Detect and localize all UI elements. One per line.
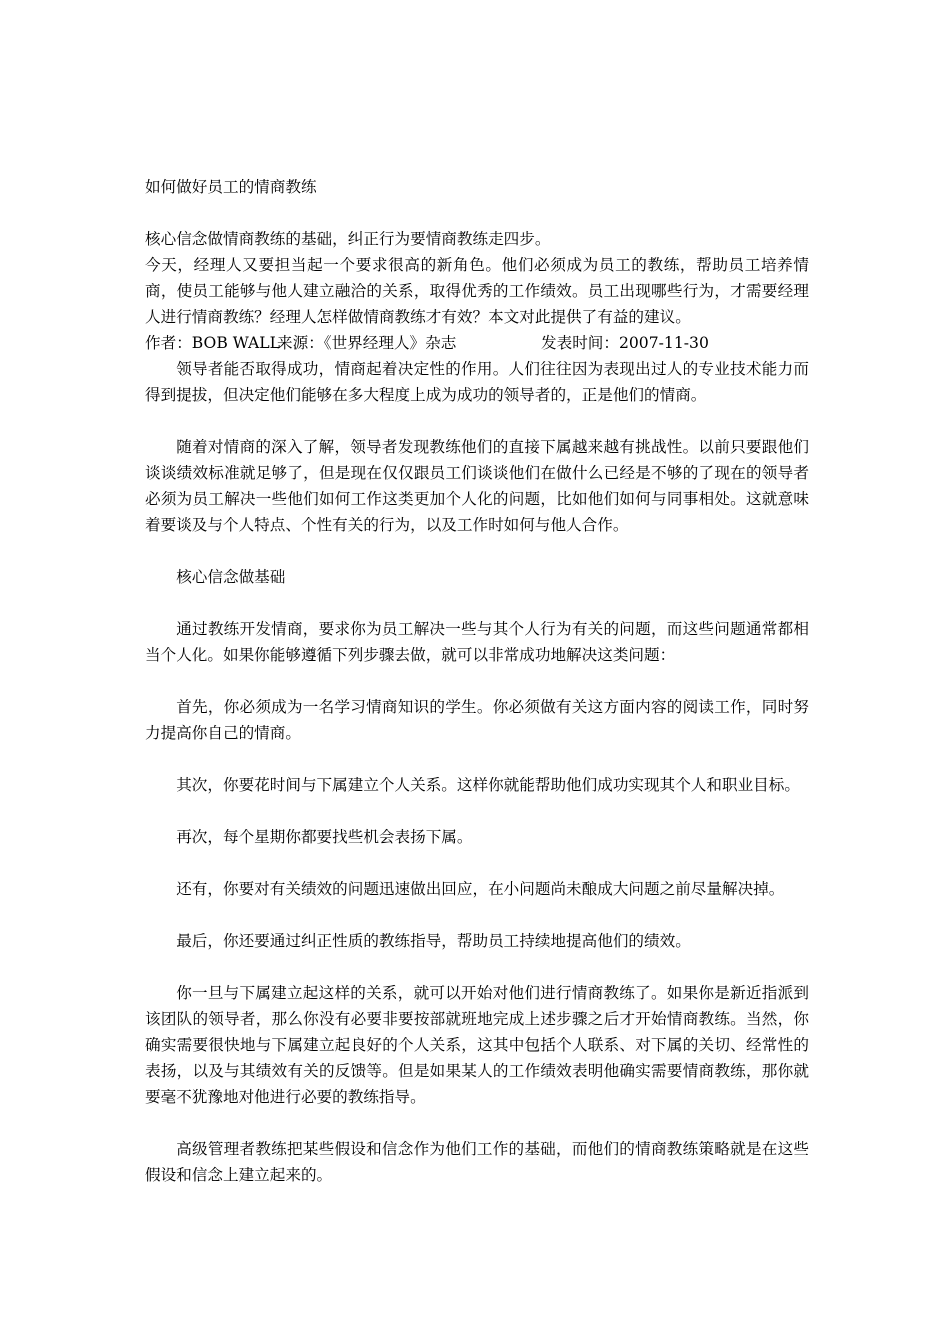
- paragraph: 你一旦与下属建立起这样的关系，就可以开始对他们进行情商教练了。如果你是新近指派到该团队的领导者，那么你没有必要非要按部就班地完成上述步骤之后才开始情商教练。当然，你确实需要很快地与下属建立起良好的个人关系，这其中包括个人联系、对下属的关切、经常性的表扬，以及与其绩效有关的反馈等。但是如果某人的工作绩效表明他确实需要情商教练，那你就要毫不犹豫地对他进行必要的教练指导。: [145, 984, 809, 1106]
- document-subtitle: 核心信念做情商教练的基础，纠正行为要情商教练走四步。: [145, 230, 551, 248]
- paragraph: 最后，你还要通过纠正性质的教练指导，帮助员工持续地提高他们的绩效。: [176, 932, 691, 950]
- meta-source: 来源：《世界经理人》杂志: [277, 334, 457, 352]
- meta-date: 发表时间：2007-11-30: [541, 334, 709, 352]
- paragraph: 通过教练开发情商，要求你为员工解决一些与其个人行为有关的问题，而这些问题通常都相当个人化。如果你能够遵循下列步骤去做，就可以非常成功地解决这类问题：: [145, 620, 809, 664]
- document-meta: [145, 330, 809, 356]
- paragraph: 首先，你必须成为一名学习情商知识的学生。你必须做有关这方面内容的阅读工作，同时努力提高你自己的情商。: [145, 698, 809, 742]
- section-heading: 核心信念做基础: [176, 568, 286, 586]
- paragraph: 随着对情商的深入了解，领导者发现教练他们的直接下属越来越有挑战性。以前只要跟他们谈谈绩效标准就足够了，但是现在仅仅跟员工们谈谈他们在做什么已经是不够的了现在的领导者必须为员工解决一些他们如何工作这类更加个人化的问题，比如他们如何与同事相处。这就意味着要谈及与个人特点、个性有关的行为，以及工作时如何与他人合作。: [145, 438, 809, 534]
- document-page: [145, 174, 809, 1188]
- document-intro: 今天，经理人又要担当起一个要求很高的新角色。他们必须成为员工的教练，帮助员工培养情商，使员工能够与他人建立融洽的关系，取得优秀的工作绩效。员工出现哪些行为，才需要经理人进行情商教练？经理人怎样做情商教练才有效？本文对此提供了有益的建议。: [145, 256, 809, 326]
- paragraph: 高级管理者教练把某些假设和信念作为他们工作的基础，而他们的情商教练策略就是在这些假设和信念上建立起来的。: [145, 1140, 809, 1184]
- paragraph: 还有，你要对有关绩效的问题迅速做出回应，在小问题尚未酿成大问题之前尽量解决掉。: [176, 880, 785, 898]
- meta-author: 作者：BOB WALL: [145, 334, 280, 352]
- paragraph: 领导者能否取得成功，情商起着决定性的作用。人们往往因为表现出过人的专业技术能力而得到提拔，但决定他们能够在多大程度上成为成功的领导者的，正是他们的情商。: [145, 360, 809, 404]
- paragraph: 其次，你要花时间与下属建立个人关系。这样你就能帮助他们成功实现其个人和职业目标。: [176, 776, 800, 794]
- paragraph: 再次，每个星期你都要找些机会表扬下属。: [176, 828, 473, 846]
- document-title: 如何做好员工的情商教练: [145, 178, 317, 196]
